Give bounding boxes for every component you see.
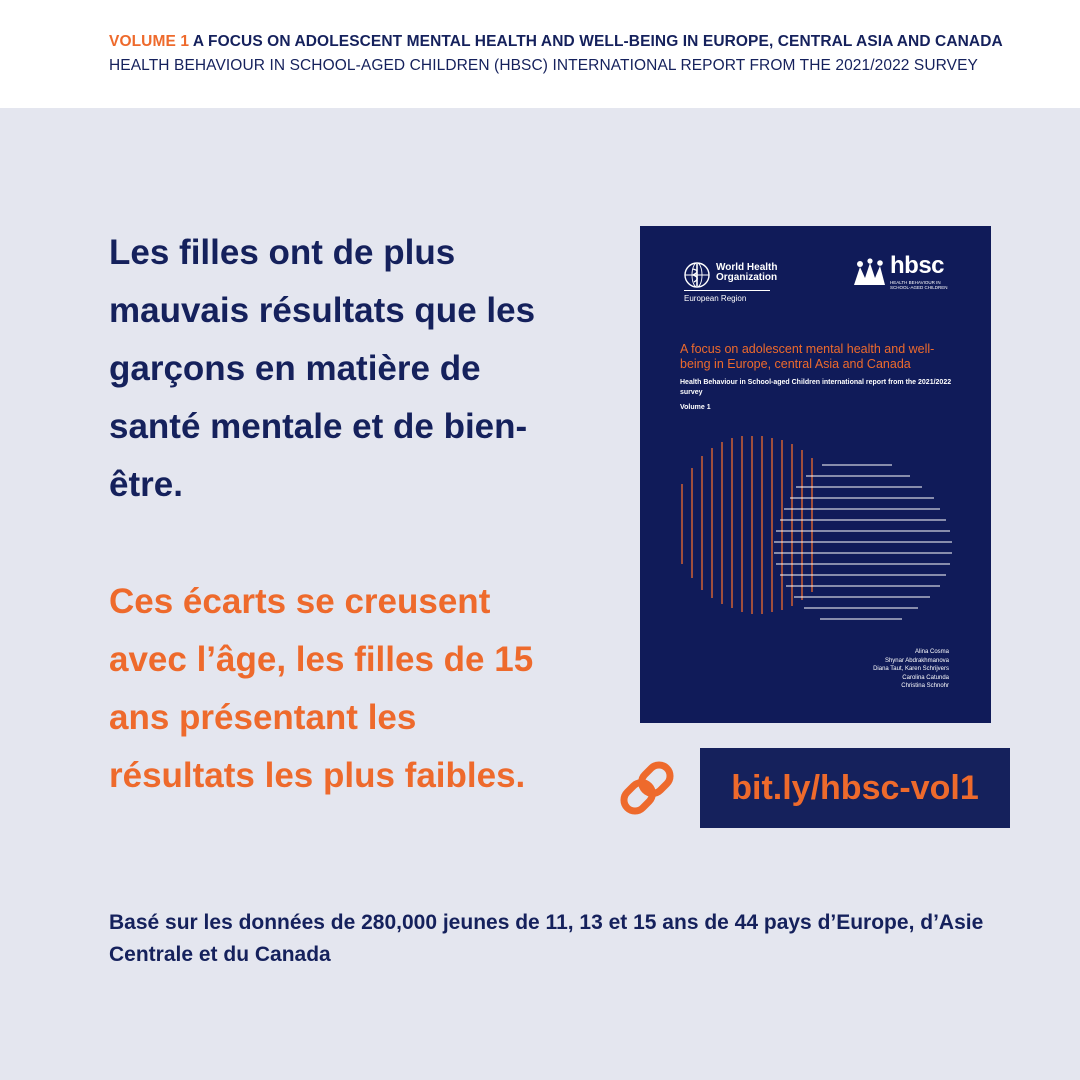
cover-subtitle: Health Behaviour in School-aged Children international report from the 2021/2022 survey	[680, 379, 952, 396]
headline: Les filles ont de plus mauvais résultats que les garçons en matière de santé mentale et de bien-être.	[109, 233, 536, 504]
header-subtitle: HEALTH BEHAVIOUR IN SCHOOL-AGED CHILDREN (HBSC) INTERNATIONAL REPORT FROM THE 2021/2022 SURVEY	[109, 57, 978, 74]
who-name: World Health Organization	[716, 262, 778, 283]
cover-author: Diana Taut, Karen Schrijvers	[873, 666, 949, 672]
cover-vertical-lines	[682, 436, 812, 614]
cover-author: Christina Schnohr	[901, 683, 949, 689]
hbsc-figures-icon	[851, 258, 887, 290]
header-bar	[0, 0, 1080, 108]
cover-author: Alina Cosma	[914, 649, 949, 655]
cover-title: A focus on adolescent mental health and well-being in Europe, central Asia and Canada	[680, 342, 935, 371]
header-title-line	[109, 33, 1003, 51]
who-emblem-icon	[682, 260, 712, 290]
who-divider	[684, 290, 770, 291]
hbsc-wordmark: hbsc	[890, 252, 945, 279]
link-url[interactable]: bit.ly/hbsc-vol1	[731, 769, 979, 807]
report-cover-image[interactable]	[640, 226, 991, 723]
hbsc-tagline: HEALTH BEHAVIOUR IN SCHOOL-AGED CHILDREN	[890, 280, 948, 290]
cover-line-art	[640, 426, 991, 636]
header-title: A FOCUS ON ADOLESCENT MENTAL HEALTH AND WELL-BEING IN EUROPE, CENTRAL ASIA AND CANADA	[192, 33, 1003, 50]
who-region: European Region	[684, 294, 747, 303]
cover-authors	[873, 648, 949, 691]
link-icon[interactable]	[614, 755, 680, 821]
footnote: Basé sur les données de 280,000 jeunes de 11, 13 et 15 ans de 44 pays d’Europe, d’Asie Centrale et du Canada	[109, 911, 984, 966]
cover-author: Shynar Abdrakhmanova	[884, 657, 949, 664]
subheadline: Ces écarts se creusent avec l’âge, les filles de 15 ans présentant les résultats les plus faibles.	[109, 582, 534, 795]
cover-author: Carolina Catunda	[902, 674, 949, 681]
link-button[interactable]	[700, 748, 1010, 828]
volume-label: VOLUME 1	[109, 33, 190, 50]
cover-horizontal-lines	[774, 465, 952, 619]
cover-volume: Volume 1	[680, 404, 711, 411]
